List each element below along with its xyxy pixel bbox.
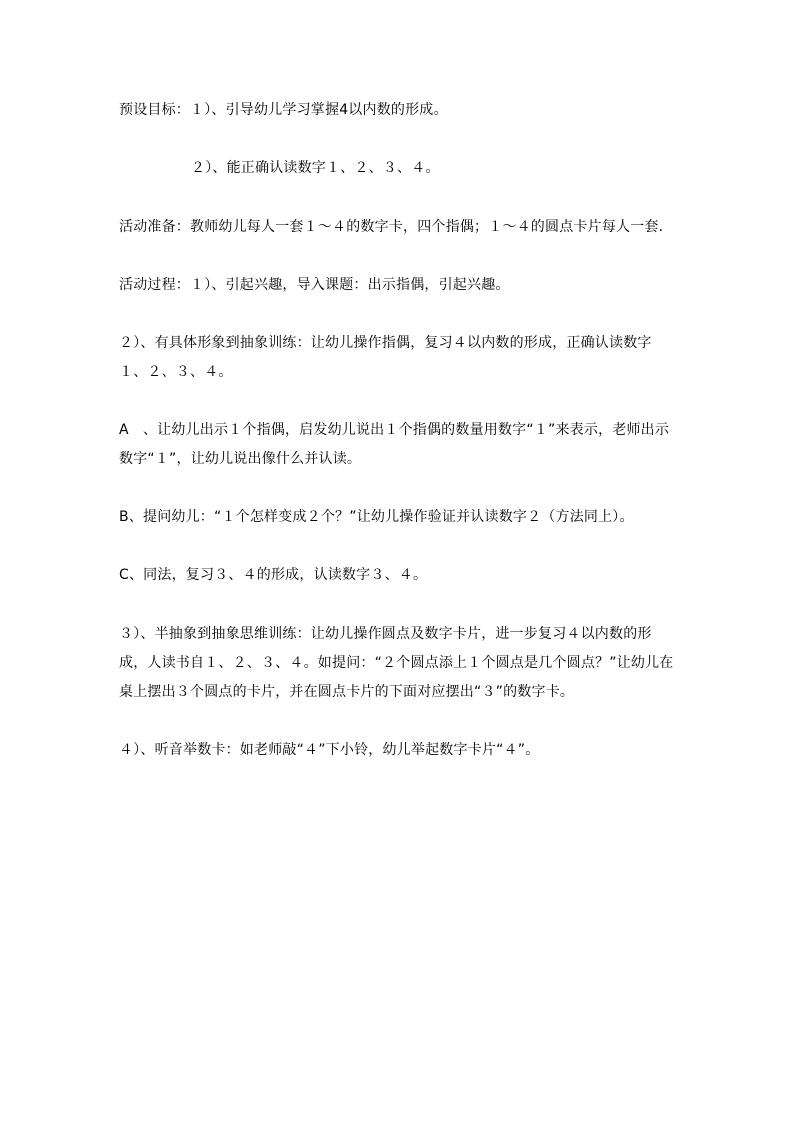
process-step-a: A 、让幼儿出示１个指偶，启发幼儿说出１个指偶的数量用数字“１”来表示，老师出示数字“１”，让幼儿说出像什么并认读。 [119,422,670,467]
process-paragraph: 活动过程：１）、引起兴趣，导入课题：出示指偶，引起兴趣。 [119,277,510,293]
process-step-2: ２）、有具体形象到抽象训练：让幼儿操作指偶，复习４以内数的形成，正确认读数字１、２、３、４。 [119,335,652,380]
process-step-3: ３）、半抽象到抽象思维训练：让幼儿操作圆点及数字卡片，进一步复习４以内数的形成，人读书自１、２、３、４。如提问：“２个圆点添上１个圆点是几个圆点？”让幼儿在桌上摆出３个圆点的卡片，并在圆点卡片的下面对应摆出“３”的数字卡。 [119,626,674,700]
goal-item-2: ２）、能正确认读数字１、２、３、４。 [191,160,440,176]
process-step-b: B、提问幼儿：“１个怎样变成２个？”让幼儿操作验证并认读数字２（方法同上）。 [119,509,634,525]
process-step-c: C、同法，复习３、４的形成，认读数字３、４。 [119,567,428,583]
process-step-4: ４）、听音举数卡：如老师敲“４”下小铃，幼儿举起数字卡片“４”。 [119,742,540,758]
preparation-paragraph: 活动准备：教师幼儿每人一套１～４的数字卡，四个指偶；１～４的圆点卡片每人一套． [119,219,673,235]
goal-paragraph: 预设目标：１）、引导幼儿学习掌握4以内数的形成。 [119,102,448,118]
